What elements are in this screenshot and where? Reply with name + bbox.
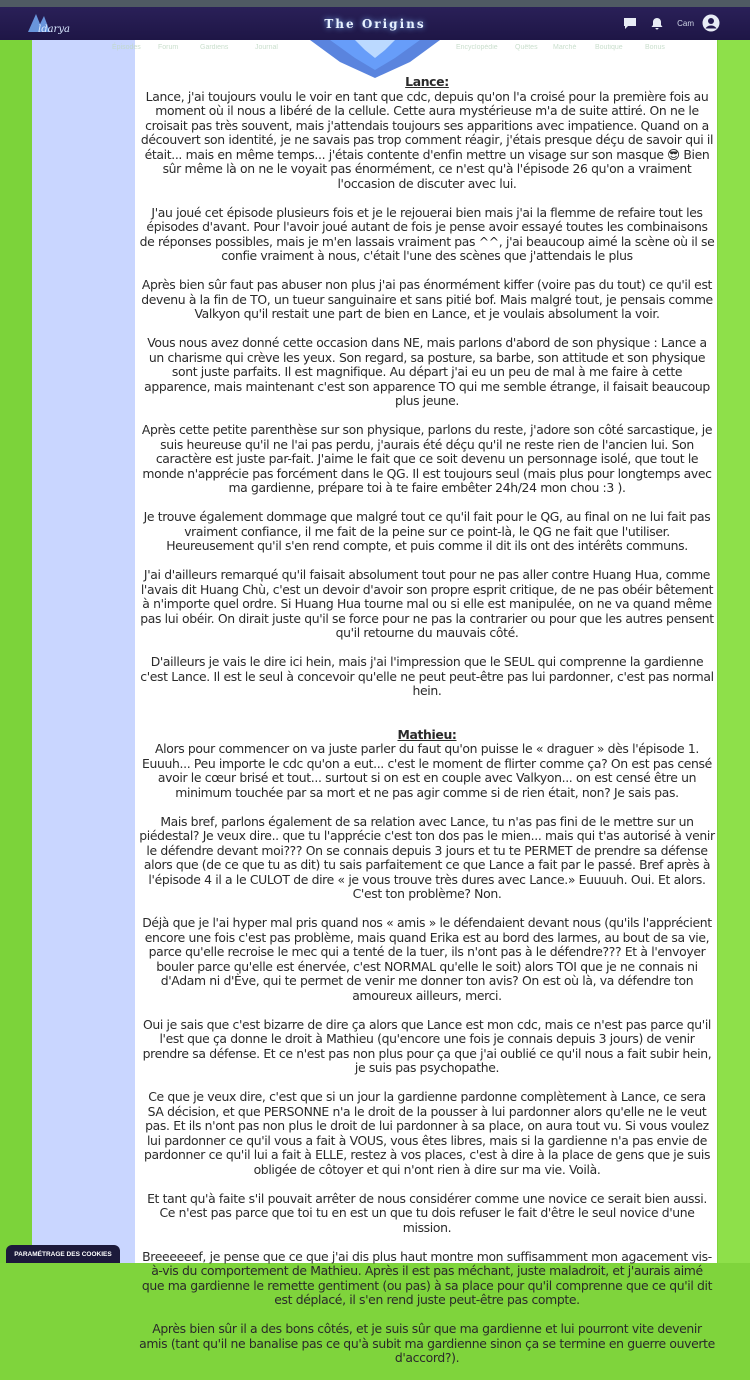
right-background: [718, 40, 750, 1263]
paragraph: Alors pour commencer on va juste parler du faut qu'on puisse le « draguer » dès l'épisode 1. Euuuh... Peu importe le cdc qu'on a eut... c'est le moment de flirter comme ça? On est pas censé avoir le cœur brisé et tout... surtout si on est en couple avec Valkyon... on est censé être un minimum touchée par sa mort et ne pas agir comme si de rien était, non? Je sais pas.: [142, 741, 712, 800]
paragraph: Oui je sais que c'est bizarre de dire ça alors que Lance est mon cdc, mais ce n'est pas parce qu'il l'est que ça donne le droit à Mathieu (qu'encore une fois je connais depuis 3 jours) de venir prendre sa défense. Et ce n'est pas non plus pour ça que j'ai oublié ce qu'il nous a fait subir hein, je suis pas psychopathe.: [142, 1016, 712, 1075]
svg-text:ldarya: ldarya: [38, 24, 70, 35]
paragraph: Déjà que je l'ai hyper mal pris quand nos « amis » le défendaient devant nous (qu'ils l'apprécient encore une fois c'est pas problème, mais quand Erika est au bord des larmes, au bout de sa vie, parce qu'elle recroise le mec qui a tenté de la tuer, ils n'ont pas à le défendre??? Et à l'envoyer bouler parce qu'elle est énervée, c'est NORMAL qu'elle le soit) alors TOI que je ne connais ni d'Adam ni d'Ève, qui te permet de venir me donner ton avis? On est où là, va défendre ton amoureux ailleurs, merci.: [142, 915, 712, 1003]
paragraph: J'au joué cet épisode plusieurs fois et je le rejouerai bien mais j'ai la flemme de refaire tout les épisodes d'avant. Pour l'avoir joué autant de fois je pense avoir essayé toutes les combinaisons de réponses possibles, mais je m'en lassais vraiment pas ^^, j'ai beaucoup aimé la scène où il se confie vraiment à nous, c'était l'une des scènes que j'attendais le plus: [139, 204, 715, 263]
bell-icon[interactable]: [651, 17, 663, 30]
nav-item-journal[interactable]: Journal: [255, 44, 278, 51]
user-name[interactable]: Cam: [677, 18, 694, 28]
left-background: [0, 40, 32, 1263]
paragraph: Et tant qu'à faite s'il pouvait arrêter de nous considérer comme une novice ce serait bien aussi. Ce n'est pas parce que toi tu en est un que tu dois refuser le fait d'être le seul novice d'une mission.: [147, 1190, 707, 1235]
nav-item-gardiens[interactable]: Gardiens: [200, 44, 229, 51]
paragraph: Après cette petite parenthèse sur son physique, parlons du reste, j'adore son côté sarcastique, je suis heureuse qu'il ne l'ai pas perdu, j'aurais été déçu qu'il ne reste rien de l'ancien lui. Son caractère est juste par-fait. J'aime le fait que ce soit devenu un personnage isolé, que tout le monde n'apprécie pas forcément dans le QG. Il est toujours seul (mais plus pour longtemps avec ma gardienne, prépare toi à te faire embêter 24h/24 mon chou :3 ).: [141, 422, 713, 495]
nav-item-encyclopedie[interactable]: Encyclopédie: [456, 44, 498, 51]
paragraph: Vous nous avez donné cette occasion dans NE, mais parlons d'abord de son physique : Lance a un charisme qui crève les yeux. Son regard, sa posture, sa barbe, son attitude et son physique sont juste parfaits. Il est magnifique. Au départ j'ai eu un peu de mal à me faire à cette apparence, mais maintenant c'est son apparence TO qui me semble étrange, il faisait beaucoup plus jeune.: [144, 335, 710, 408]
nav-item-bonus[interactable]: Bonus: [645, 44, 665, 51]
site-nav: [112, 44, 682, 56]
paragraph: D'ailleurs je vais le dire ici hein, mais j'ai l'impression que le SEUL qui comprenne la gardienne c'est Lance. Il est le seul à concevoir qu'elle ne peut peut-être pas lui pardonner, c'est pas normal hein.: [140, 654, 714, 698]
paragraph: Lance, j'ai toujours voulu le voir en tant que cdc, depuis qu'on l'a croisé pour la première fois au moment où il nous a libéré de la cellule. Cette aura mystérieuse m'a de suite attiré. On ne le croisait pas très souvent, mais j'attendais toujours ses apparitions avec impatience. Quand on a découvert son identité, je ne savais pas trop comment réagir, j'étais presque déçu de savoir qui il était... mais en même temps... j'étais contente d'enfin mettre un visage sur son masque 😎 Bien sûr même là on ne le voyait pas énormément, ce n'est qu'à l'épisode 26 qu'on a vraiment l'occasion de discuter avec lui.: [140, 88, 714, 191]
paragraph: Après bien sûr faut pas abuser non plus j'ai pas énormément kiffer (voire pas du tout) ce qu'il est devenu à la fin de TO, un tueur sanguinaire et sans pitié bof. Mais malgré tout, je pensais comme Valkyon qu'il restait une part de bien en Lance, et je voulais absolument la voir.: [141, 277, 713, 321]
paragraph: Ce que je veux dire, c'est que si un jour la gardienne pardonne complètement à Lance, ce sera SA décision, et que PERSONNE n'a le droit de la pousser à lui pardonner alors qu'elle ne le veut pas. Et ils n'ont pas non plus le droit de lui pardonner à sa place, on aura tout vu. Si vous voulez lui pardonner ce qu'il vous a fait à VOUS, vous êtes libres, mais si la gardienne n'a pas envie de pardonner ce qu'il lui a fait à ELLE, restez à vos places, c'est à dire à la place de gens que je suis obligée de côtoyer et qui n'ont rien à dire sur ma vie. Voilà.: [143, 1089, 711, 1177]
paragraph: Après bien sûr il a des bons côtés, et je suis sûr que ma gardienne et lui pourront vite devenir amis (tant qu'il ne banalise pas ce qu'à subit ma gardienne sinon ça se termine en guerre ouverte d'accord?).: [139, 1321, 715, 1365]
paragraph: J'ai d'ailleurs remarqué qu'il faisait absolument tout pour ne pas aller contre Huang Hua, comme l'avais dit Huang Chù, c'est un devoir d'avoir son propre esprit critique, de ne pas obéir bêtement à n'importe quel ordre. Si Huang Hua tourne mal ou si elle est manipulée, on ne va quand même pas lui obéir. On dirait juste qu'il se force pour ne pas la contrarier ou pour que les autres pensent qu'il retourne du mauvais côté.: [140, 567, 714, 640]
avatar-icon[interactable]: [702, 14, 720, 32]
site-header: [0, 7, 750, 40]
mathieu-heading: Mathieu:: [397, 726, 457, 742]
chat-icon[interactable]: [623, 17, 637, 29]
lance-heading: Lance:: [405, 74, 449, 89]
browser-top-bar: [0, 0, 750, 7]
paragraph: Breeeeeef, je pense que ce que j'ai dis plus haut montre mon suffisamment mon agacement vis-à-vis du comportement de Mathieu. Après il est pas méchant, juste maladroit, et j'aurais aimé que ma gardienne le remette gentiment (ou pas) à sa place pour qu'il comprenne que ce qu'il dit est déplacé, il s'en rend juste peut-être pas compte.: [141, 1248, 713, 1307]
nav-item-boutique[interactable]: Boutique: [595, 44, 623, 51]
page-title: The Origins: [324, 16, 426, 31]
site-logo[interactable]: [24, 10, 84, 38]
nav-item-episodes[interactable]: Épisodes: [112, 44, 141, 51]
paragraph: Mais bref, parlons également de sa relation avec Lance, tu n'as pas fini de le mettre sur un piédestal? Je veux dire.. que tu l'apprécie c'est ton dos pas le mien... mais qui t'as autorisé à venir le défendre devant moi??? On se connais depuis 3 jours et tu te PERMET de prendre sa défense alors que (de ce que tu as dit) tu sais parfaitement ce que Lance a fait par le passé. Bref après à l'épisode 4 il a le CULOT de dire « je vous trouve très dures avec Lance.» Euuuuh. Oui. Et alors. C'est ton problème? Non.: [139, 813, 715, 901]
paragraph: Je trouve également dommage que malgré tout ce qu'il fait pour le QG, au final on ne lui fait pas vraiment confiance, il me fait de la peine sur ce point-là, le QG ne fait que l'utiliser. Heureusement qu'il s'en rend compte, et puis comme il dit ils ont des intérêts communs.: [143, 509, 711, 553]
nav-item-marche[interactable]: Marché: [553, 44, 577, 51]
article-body: [139, 75, 715, 1380]
sidebar-column: [32, 40, 135, 1263]
cookie-settings-button[interactable]: PARAMÉTRAGE DES COOKIES: [6, 1245, 120, 1263]
nav-item-forum[interactable]: Forum: [158, 44, 179, 51]
nav-item-quetes[interactable]: Quêtes: [515, 44, 538, 51]
